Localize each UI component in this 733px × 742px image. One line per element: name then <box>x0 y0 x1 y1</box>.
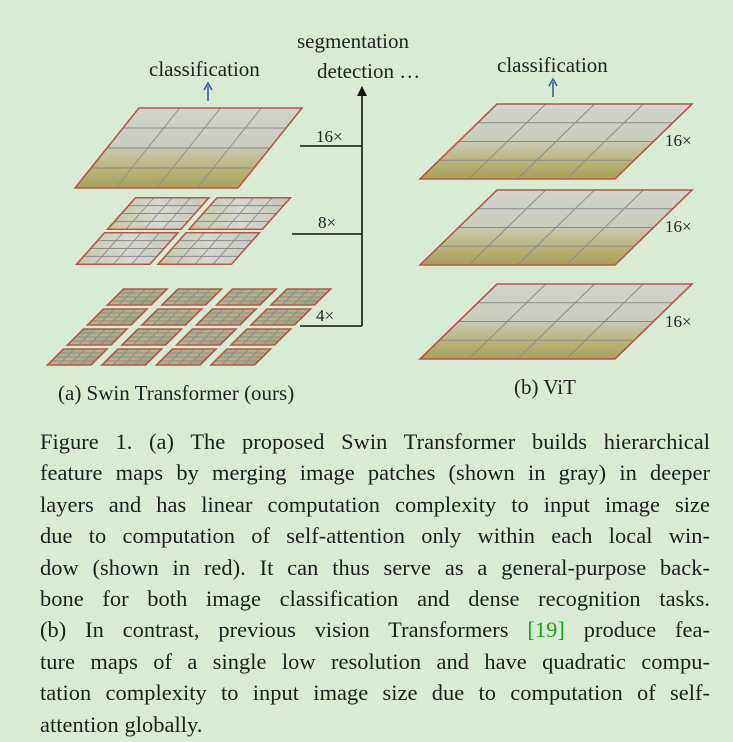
panel-a-caption: (a) Swin Transformer (ours) <box>58 381 295 405</box>
attention-window <box>211 349 271 365</box>
attention-window <box>251 309 311 325</box>
caption-line: attention globally. <box>40 711 203 737</box>
attention-window <box>156 349 216 365</box>
panel-b-mult-top: 16× <box>665 131 692 150</box>
panel-a-mult-16x: 16× <box>316 127 343 146</box>
caption-line: ture maps of a single low resolution and have quadratic compu- <box>40 648 710 674</box>
attention-window <box>271 289 331 305</box>
panel-a-right-label-line2: detection … <box>317 59 421 83</box>
citation-link[interactable]: [19] <box>527 617 565 643</box>
panel-b-mult-bottom: 16× <box>665 312 692 331</box>
swin-layer-8x <box>77 198 291 265</box>
attention-window <box>196 309 256 325</box>
caption-line: bone for both image classification and dense recognition tasks. <box>40 586 710 612</box>
swin-layer-16x <box>75 108 302 188</box>
vit-layer-top <box>420 104 692 179</box>
attention-window <box>107 289 167 305</box>
caption-line-part <box>565 617 584 642</box>
attention-window <box>87 309 147 325</box>
vit-layers <box>420 104 692 359</box>
panel-b-caption: (b) ViT <box>514 375 576 399</box>
panel-a-mult-8x: 8× <box>318 213 337 232</box>
panel-a-top-label: classification <box>149 57 260 81</box>
swin-layers <box>47 108 330 365</box>
caption-line: due to computation of self-attention only within each local win- <box>40 523 710 549</box>
caption-line-part: produce fea- <box>583 617 710 643</box>
caption-line: tation complexity to input image size due to computation of self- <box>40 680 710 706</box>
caption-line: dow (shown in red). It can thus serve as a general-purpose back- <box>40 554 710 580</box>
caption-line-with-citation <box>40 614 710 645</box>
attention-window <box>231 329 291 345</box>
panel-b-top-label: classification <box>497 53 608 77</box>
panel-b-mult-mid: 16× <box>665 217 692 236</box>
vit-layer-middle <box>420 190 692 265</box>
attention-window <box>162 289 222 305</box>
attention-window <box>102 349 162 365</box>
figure-caption <box>40 426 710 740</box>
caption-line-part: (b) In contrast, previous vision Transformers <box>40 617 528 643</box>
attention-window <box>216 289 276 305</box>
panel-a-right-label-line1: segmentation <box>297 29 409 53</box>
caption-line: feature maps by merging image patches (shown in gray) in deeper <box>40 460 710 486</box>
pyramid-arrow-head <box>357 86 367 96</box>
vit-layer-bottom <box>420 284 692 359</box>
attention-window <box>75 108 302 188</box>
caption-line: layers and has linear computation complexity to input image size <box>40 491 710 517</box>
attention-window <box>122 329 182 345</box>
attention-window <box>47 349 107 365</box>
panel-a-mult-4x: 4× <box>316 306 335 325</box>
caption-line: Figure 1. (a) The proposed Swin Transformer builds hierarchical <box>40 429 710 454</box>
swin-layer-4x <box>47 289 330 365</box>
attention-window <box>67 329 127 345</box>
attention-window <box>142 309 202 325</box>
attention-window <box>176 329 236 345</box>
